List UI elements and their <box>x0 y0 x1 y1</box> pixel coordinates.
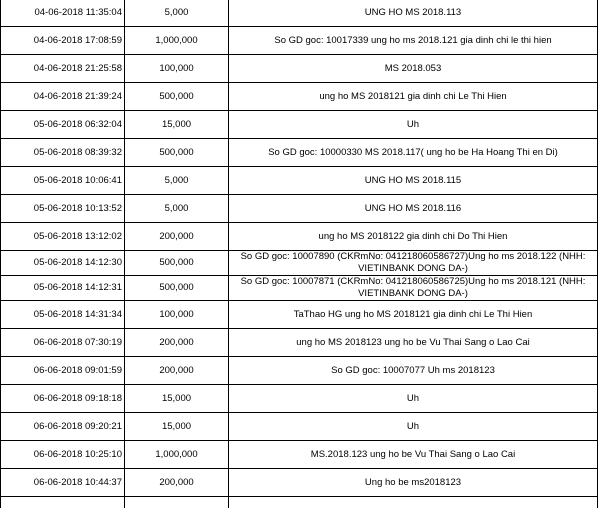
transaction-description: Ung ho be ms2018123 <box>229 469 598 497</box>
transaction-datetime: 05-06-2018 13:12:02 <box>1 223 125 251</box>
transaction-datetime: 04-06-2018 21:39:24 <box>1 83 125 111</box>
table-row <box>1 385 598 413</box>
transaction-description: ung ho MS 2018123 ung ho be Vu Thai Sang o Lao Cai <box>229 329 598 357</box>
table-row-partial <box>1 497 598 509</box>
transaction-description: MS.2018.123 ung ho be Vu Thai Sang o Lao Cai <box>229 441 598 469</box>
transaction-datetime: 05-06-2018 08:39:32 <box>1 139 125 167</box>
transaction-amount: 500,000 <box>125 251 229 276</box>
empty-cell <box>1 497 125 509</box>
transaction-datetime: 05-06-2018 14:31:34 <box>1 301 125 329</box>
transaction-datetime: 06-06-2018 07:30:19 <box>1 329 125 357</box>
transaction-description: So GD goc: 10007871 (CKRmNo: 041218060586725)Ung ho ms 2018.121 (NHH: VIETINBANK DONG DA-) <box>229 276 598 301</box>
transaction-description: UNG HO MS 2018.115 <box>229 167 598 195</box>
transaction-description: Uh <box>229 385 598 413</box>
transaction-amount: 200,000 <box>125 329 229 357</box>
transaction-description: TaThao HG ung ho MS 2018121 gia dinh chi Le Thi Hien <box>229 301 598 329</box>
table-row <box>1 27 598 55</box>
transaction-datetime: 06-06-2018 10:44:37 <box>1 469 125 497</box>
transaction-amount: 500,000 <box>125 139 229 167</box>
transaction-amount: 500,000 <box>125 276 229 301</box>
transaction-amount: 1,000,000 <box>125 27 229 55</box>
table-row <box>1 329 598 357</box>
transaction-amount: 100,000 <box>125 301 229 329</box>
transaction-amount: 15,000 <box>125 385 229 413</box>
table-row <box>1 195 598 223</box>
transaction-datetime: 05-06-2018 14:12:30 <box>1 251 125 276</box>
table-row <box>1 251 598 276</box>
transaction-description: So GD goc: 10000330 MS 2018.117( ung ho be Ha Hoang Thi en Di) <box>229 139 598 167</box>
table-row <box>1 413 598 441</box>
transaction-description: ung ho MS 2018122 gia dinh chi Do Thi Hien <box>229 223 598 251</box>
table-row <box>1 111 598 139</box>
table-row <box>1 441 598 469</box>
table-row <box>1 83 598 111</box>
transaction-amount: 5,000 <box>125 195 229 223</box>
transaction-datetime: 06-06-2018 10:25:10 <box>1 441 125 469</box>
transaction-description: ung ho MS 2018121 gia dinh chi Le Thi Hien <box>229 83 598 111</box>
transaction-description: So GD goc: 10007890 (CKRmNo: 041218060586727)Ung ho ms 2018.122 (NHH: VIETINBANK DONG DA-) <box>229 251 598 276</box>
transaction-amount: 5,000 <box>125 0 229 27</box>
transaction-description: Uh <box>229 111 598 139</box>
transaction-datetime: 05-06-2018 10:06:41 <box>1 167 125 195</box>
transaction-description: MS 2018.053 <box>229 55 598 83</box>
transaction-datetime: 06-06-2018 09:18:18 <box>1 385 125 413</box>
table-row <box>1 223 598 251</box>
table-row <box>1 0 598 27</box>
transaction-amount: 200,000 <box>125 223 229 251</box>
transaction-description: Uh <box>229 413 598 441</box>
table-row <box>1 276 598 301</box>
empty-cell <box>125 497 229 509</box>
transaction-amount: 15,000 <box>125 413 229 441</box>
transaction-datetime: 04-06-2018 17:08:59 <box>1 27 125 55</box>
table-row <box>1 55 598 83</box>
table-row <box>1 167 598 195</box>
transaction-description: So GD goc: 10017339 ung ho ms 2018.121 gia dinh chi le thi hien <box>229 27 598 55</box>
transaction-datetime: 04-06-2018 21:25:58 <box>1 55 125 83</box>
transaction-amount: 1,000,000 <box>125 441 229 469</box>
transactions-body <box>1 0 598 508</box>
table-row <box>1 469 598 497</box>
table-row <box>1 139 598 167</box>
transaction-amount: 500,000 <box>125 83 229 111</box>
transaction-description: UNG HO MS 2018.116 <box>229 195 598 223</box>
transaction-amount: 200,000 <box>125 357 229 385</box>
transaction-amount: 15,000 <box>125 111 229 139</box>
transaction-description: So GD goc: 10007077 Uh ms 2018123 <box>229 357 598 385</box>
transaction-description: UNG HO MS 2018.113 <box>229 0 598 27</box>
transaction-datetime: 04-06-2018 11:35:04 <box>1 0 125 27</box>
transaction-amount: 5,000 <box>125 167 229 195</box>
transaction-datetime: 05-06-2018 06:32:04 <box>1 111 125 139</box>
transaction-amount: 200,000 <box>125 469 229 497</box>
transaction-datetime: 05-06-2018 14:12:31 <box>1 276 125 301</box>
transaction-amount: 100,000 <box>125 55 229 83</box>
transaction-datetime: 06-06-2018 09:01:59 <box>1 357 125 385</box>
table-row <box>1 301 598 329</box>
transaction-datetime: 05-06-2018 10:13:52 <box>1 195 125 223</box>
transaction-datetime: 06-06-2018 09:20:21 <box>1 413 125 441</box>
empty-cell <box>229 497 598 509</box>
table-row <box>1 357 598 385</box>
